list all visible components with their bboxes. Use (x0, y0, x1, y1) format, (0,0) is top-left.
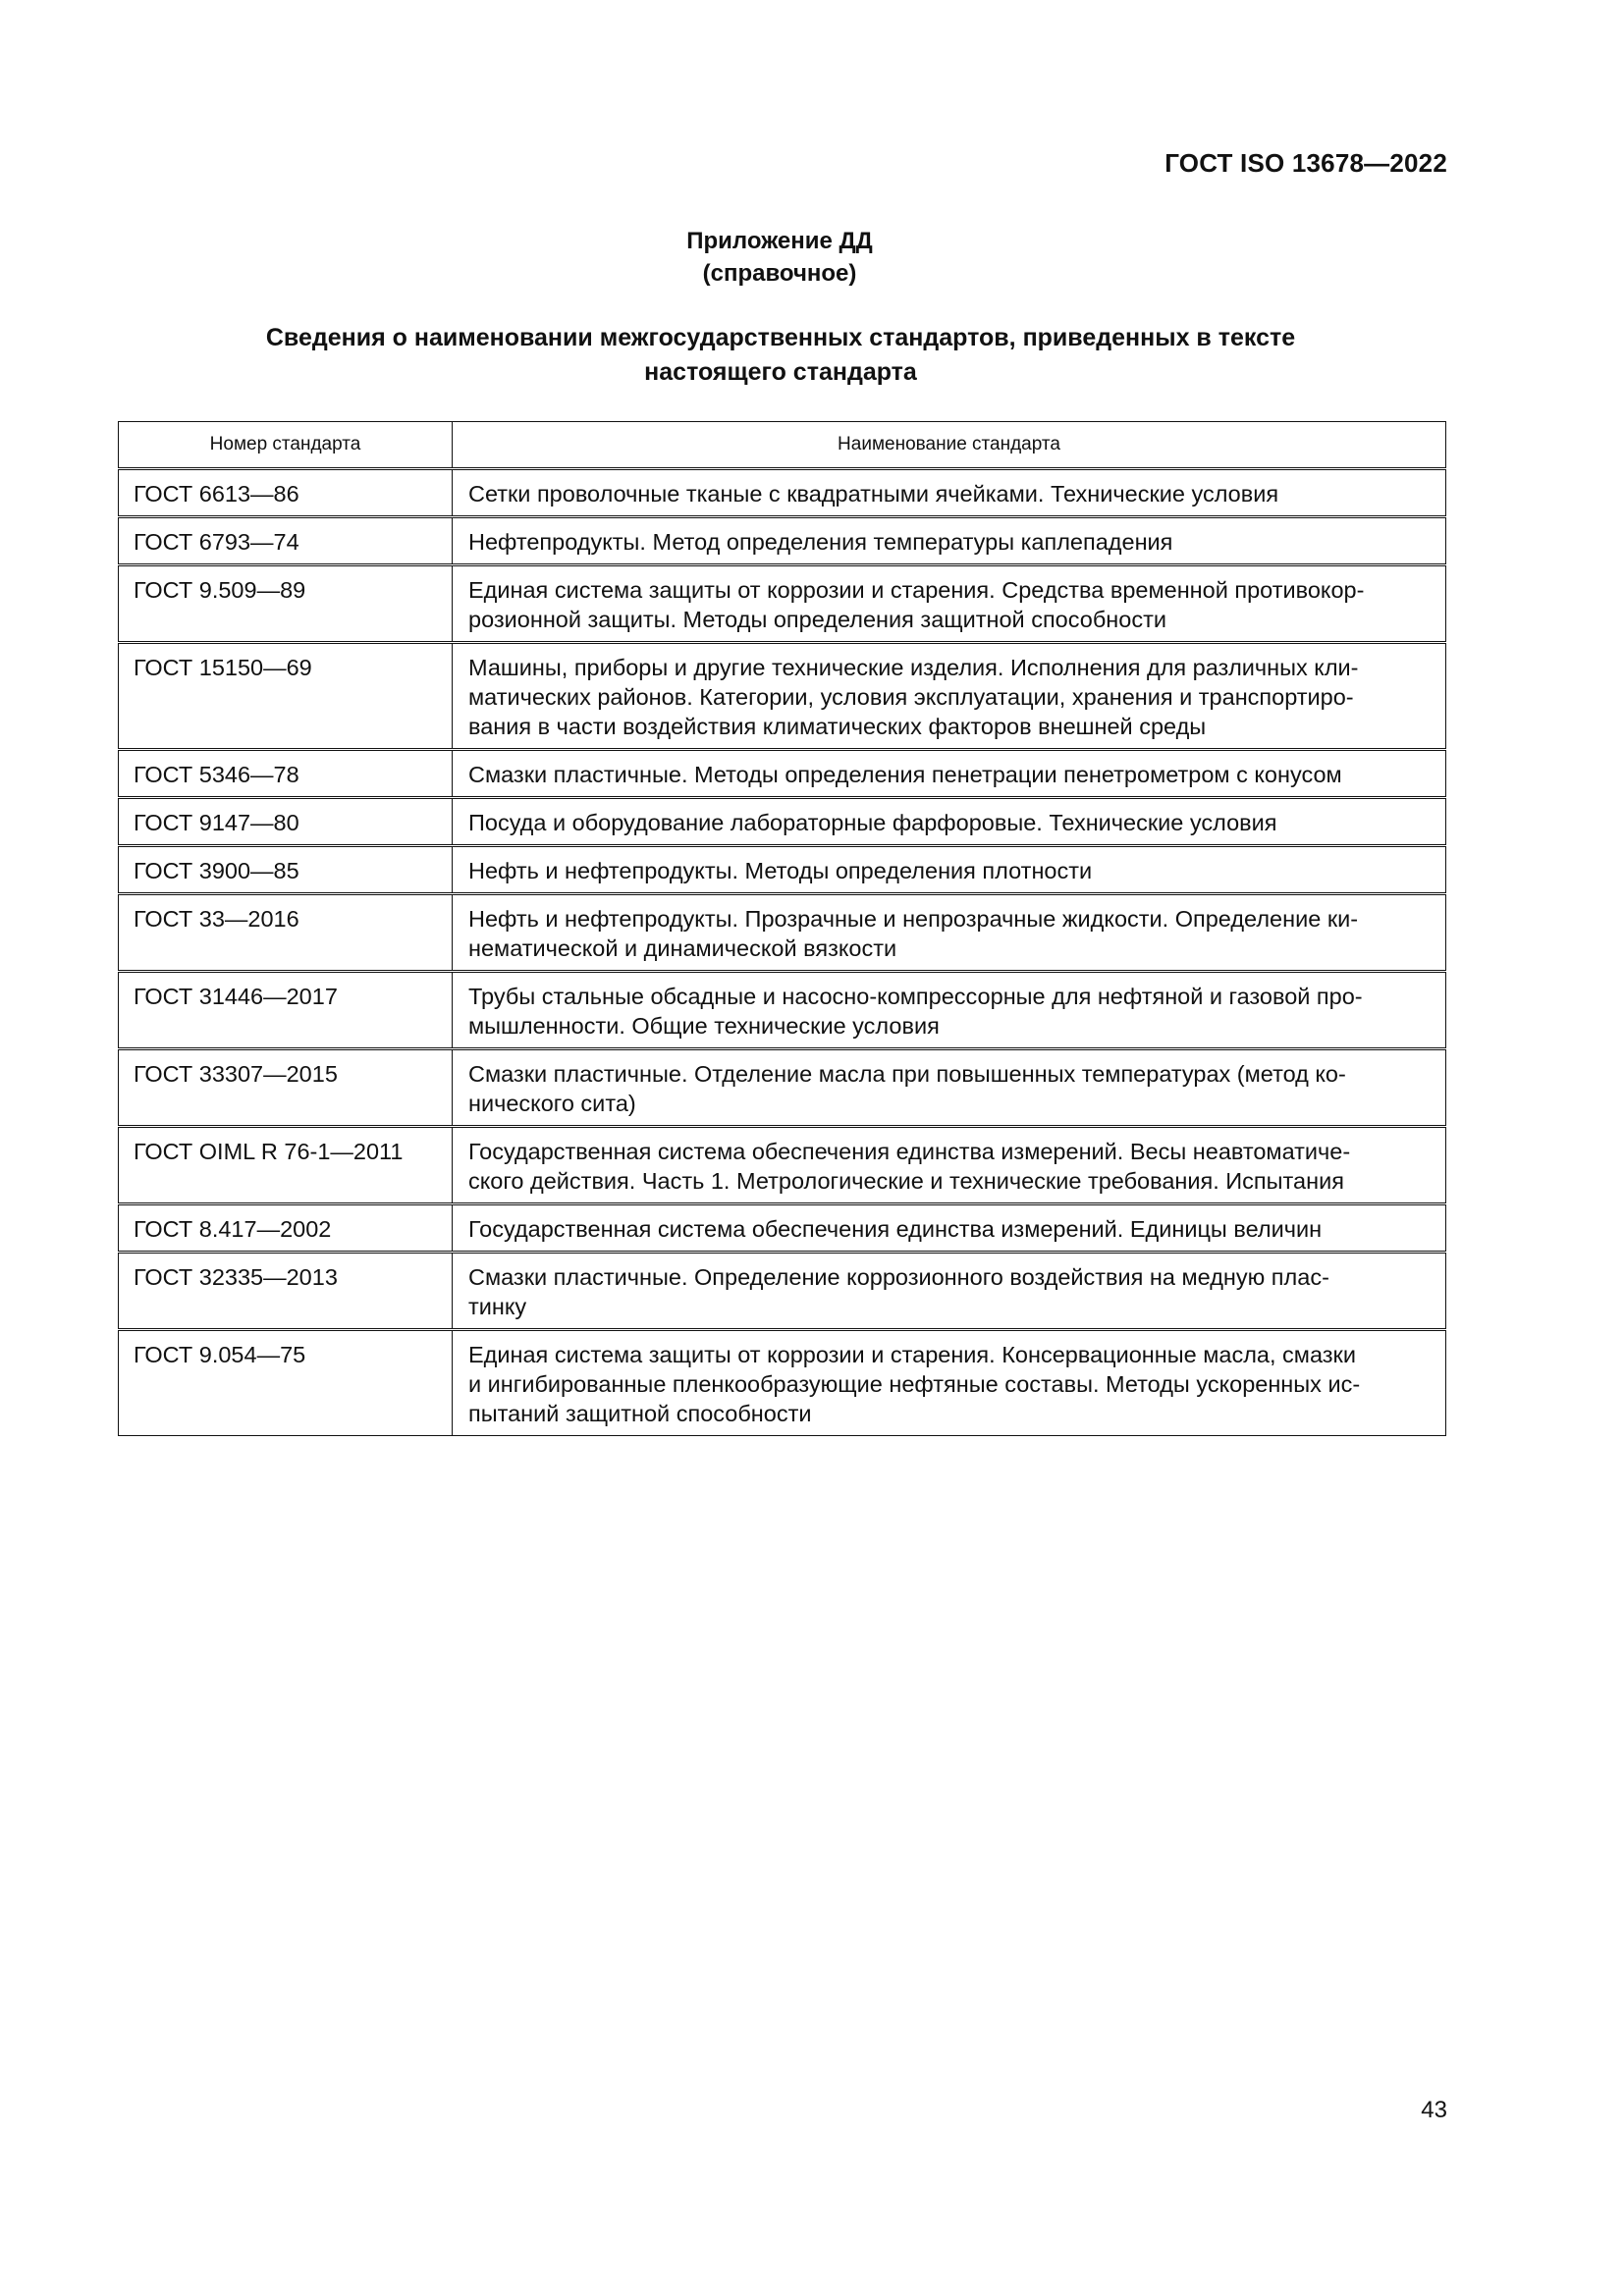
standard-name-line: Трубы стальные обсадные и насосно-компрессорные для нефтяной и газовой про- (468, 984, 1363, 1009)
standard-name-cell (453, 972, 1446, 1049)
standard-name-line: матических районов. Категории, условия эксплуатации, хранения и транспортиро- (468, 684, 1354, 710)
standard-name-line: Смазки пластичные. Отделение масла при повышенных температурах (метод ко- (468, 1061, 1346, 1087)
section-title (147, 321, 1414, 390)
standard-name-cell (453, 798, 1446, 846)
standard-number-cell: ГОСТ 31446—2017 (119, 972, 453, 1049)
standard-number-cell: ГОСТ OIML R 76-1—2011 (119, 1127, 453, 1204)
standard-number-cell: ГОСТ 15150—69 (119, 643, 453, 750)
standard-number-cell: ГОСТ 9147—80 (119, 798, 453, 846)
table-row (119, 1049, 1446, 1127)
section-title-line-1: Сведения о наименовании межгосударственных стандартов, приведенных в тексте (265, 324, 1296, 351)
standard-name-line: Государственная система обеспечения единства измерений. Единицы величин (468, 1216, 1323, 1242)
standard-number-cell: ГОСТ 9.509—89 (119, 565, 453, 643)
table-row (119, 972, 1446, 1049)
standard-name-cell (453, 517, 1446, 565)
standard-number-cell: ГОСТ 3900—85 (119, 846, 453, 894)
page-number: 43 (1421, 2097, 1447, 2123)
table-row (119, 469, 1446, 517)
standard-name-line: Нефть и нефтепродукты. Прозрачные и непрозрачные жидкости. Определение ки- (468, 906, 1359, 932)
standard-name-line: вания в части воздействия климатических факторов внешней среды (468, 714, 1207, 739)
standard-number-cell: ГОСТ 6793—74 (119, 517, 453, 565)
standard-name-line: Сетки проволочные тканые с квадратными ячейками. Технические условия (468, 481, 1279, 507)
table-row (119, 517, 1446, 565)
standard-name-line: Нефтепродукты. Метод определения температуры каплепадения (468, 529, 1173, 555)
table-row (119, 1204, 1446, 1253)
standard-name-cell (453, 750, 1446, 798)
standard-name-line: Нефть и нефтепродукты. Методы определения плотности (468, 858, 1093, 883)
table-row (119, 750, 1446, 798)
appendix-heading (0, 225, 1559, 290)
standard-name-cell (453, 643, 1446, 750)
standard-number-cell: ГОСТ 32335—2013 (119, 1253, 453, 1330)
standard-number-cell: ГОСТ 9.054—75 (119, 1330, 453, 1436)
standard-name-line: и ингибированные пленкообразующие нефтяные составы. Методы ускоренных ис- (468, 1371, 1361, 1397)
standard-name-line: пытаний защитной способности (468, 1401, 812, 1426)
standard-name-cell (453, 469, 1446, 517)
standard-name-line: мышленности. Общие технические условия (468, 1013, 940, 1039)
table-row (119, 1253, 1446, 1330)
section-title-line-2: настоящего стандарта (644, 358, 917, 386)
table-header-row (119, 422, 1446, 469)
table-row (119, 894, 1446, 972)
standard-number-cell: ГОСТ 8.417—2002 (119, 1204, 453, 1253)
standard-name-line: Смазки пластичные. Методы определения пенетрации пенетрометром с конусом (468, 762, 1342, 787)
standard-name-cell (453, 565, 1446, 643)
standard-name-cell (453, 1127, 1446, 1204)
standards-table (118, 421, 1446, 1436)
appendix-kind: (справочное) (702, 260, 857, 287)
standard-name-cell (453, 1049, 1446, 1127)
standard-name-cell (453, 1330, 1446, 1436)
standard-name-line: Единая система защиты от коррозии и старения. Средства временной противокор- (468, 577, 1365, 603)
standard-name-line: нического сита) (468, 1091, 636, 1116)
standard-name-line: тинку (468, 1294, 527, 1319)
standard-name-line: Посуда и оборудование лабораторные фарфоровые. Технические условия (468, 810, 1277, 835)
standard-name-cell (453, 1253, 1446, 1330)
table-row (119, 565, 1446, 643)
standard-name-line: Смазки пластичные. Определение коррозионного воздействия на медную плас- (468, 1264, 1329, 1290)
standard-number-cell: ГОСТ 33307—2015 (119, 1049, 453, 1127)
standard-name-cell (453, 1204, 1446, 1253)
appendix-label: Приложение ДД (686, 228, 873, 254)
standard-name-cell (453, 846, 1446, 894)
document-standard-id: ГОСТ ISO 13678—2022 (1164, 148, 1447, 178)
table-row (119, 1330, 1446, 1436)
table-row (119, 643, 1446, 750)
table-row (119, 1127, 1446, 1204)
standard-number-cell: ГОСТ 6613—86 (119, 469, 453, 517)
column-header-name: Наименование стандарта (453, 422, 1446, 469)
standard-name-line: розионной защиты. Методы определения защитной способности (468, 607, 1166, 632)
table-body (119, 469, 1446, 1436)
standard-name-cell (453, 894, 1446, 972)
standard-name-line: нематической и динамической вязкости (468, 935, 897, 961)
standard-name-line: Единая система защиты от коррозии и старения. Консервационные масла, смазки (468, 1342, 1356, 1367)
standard-name-line: Государственная система обеспечения единства измерений. Весы неавтоматиче- (468, 1139, 1351, 1164)
standard-number-cell: ГОСТ 33—2016 (119, 894, 453, 972)
standard-name-line: ского действия. Часть 1. Метрологические и технические требования. Испытания (468, 1168, 1344, 1194)
standard-name-line: Машины, приборы и другие технические изделия. Исполнения для различных кли- (468, 655, 1359, 680)
standard-number-cell: ГОСТ 5346—78 (119, 750, 453, 798)
table-row (119, 798, 1446, 846)
column-header-number: Номер стандарта (119, 422, 453, 469)
table-row (119, 846, 1446, 894)
